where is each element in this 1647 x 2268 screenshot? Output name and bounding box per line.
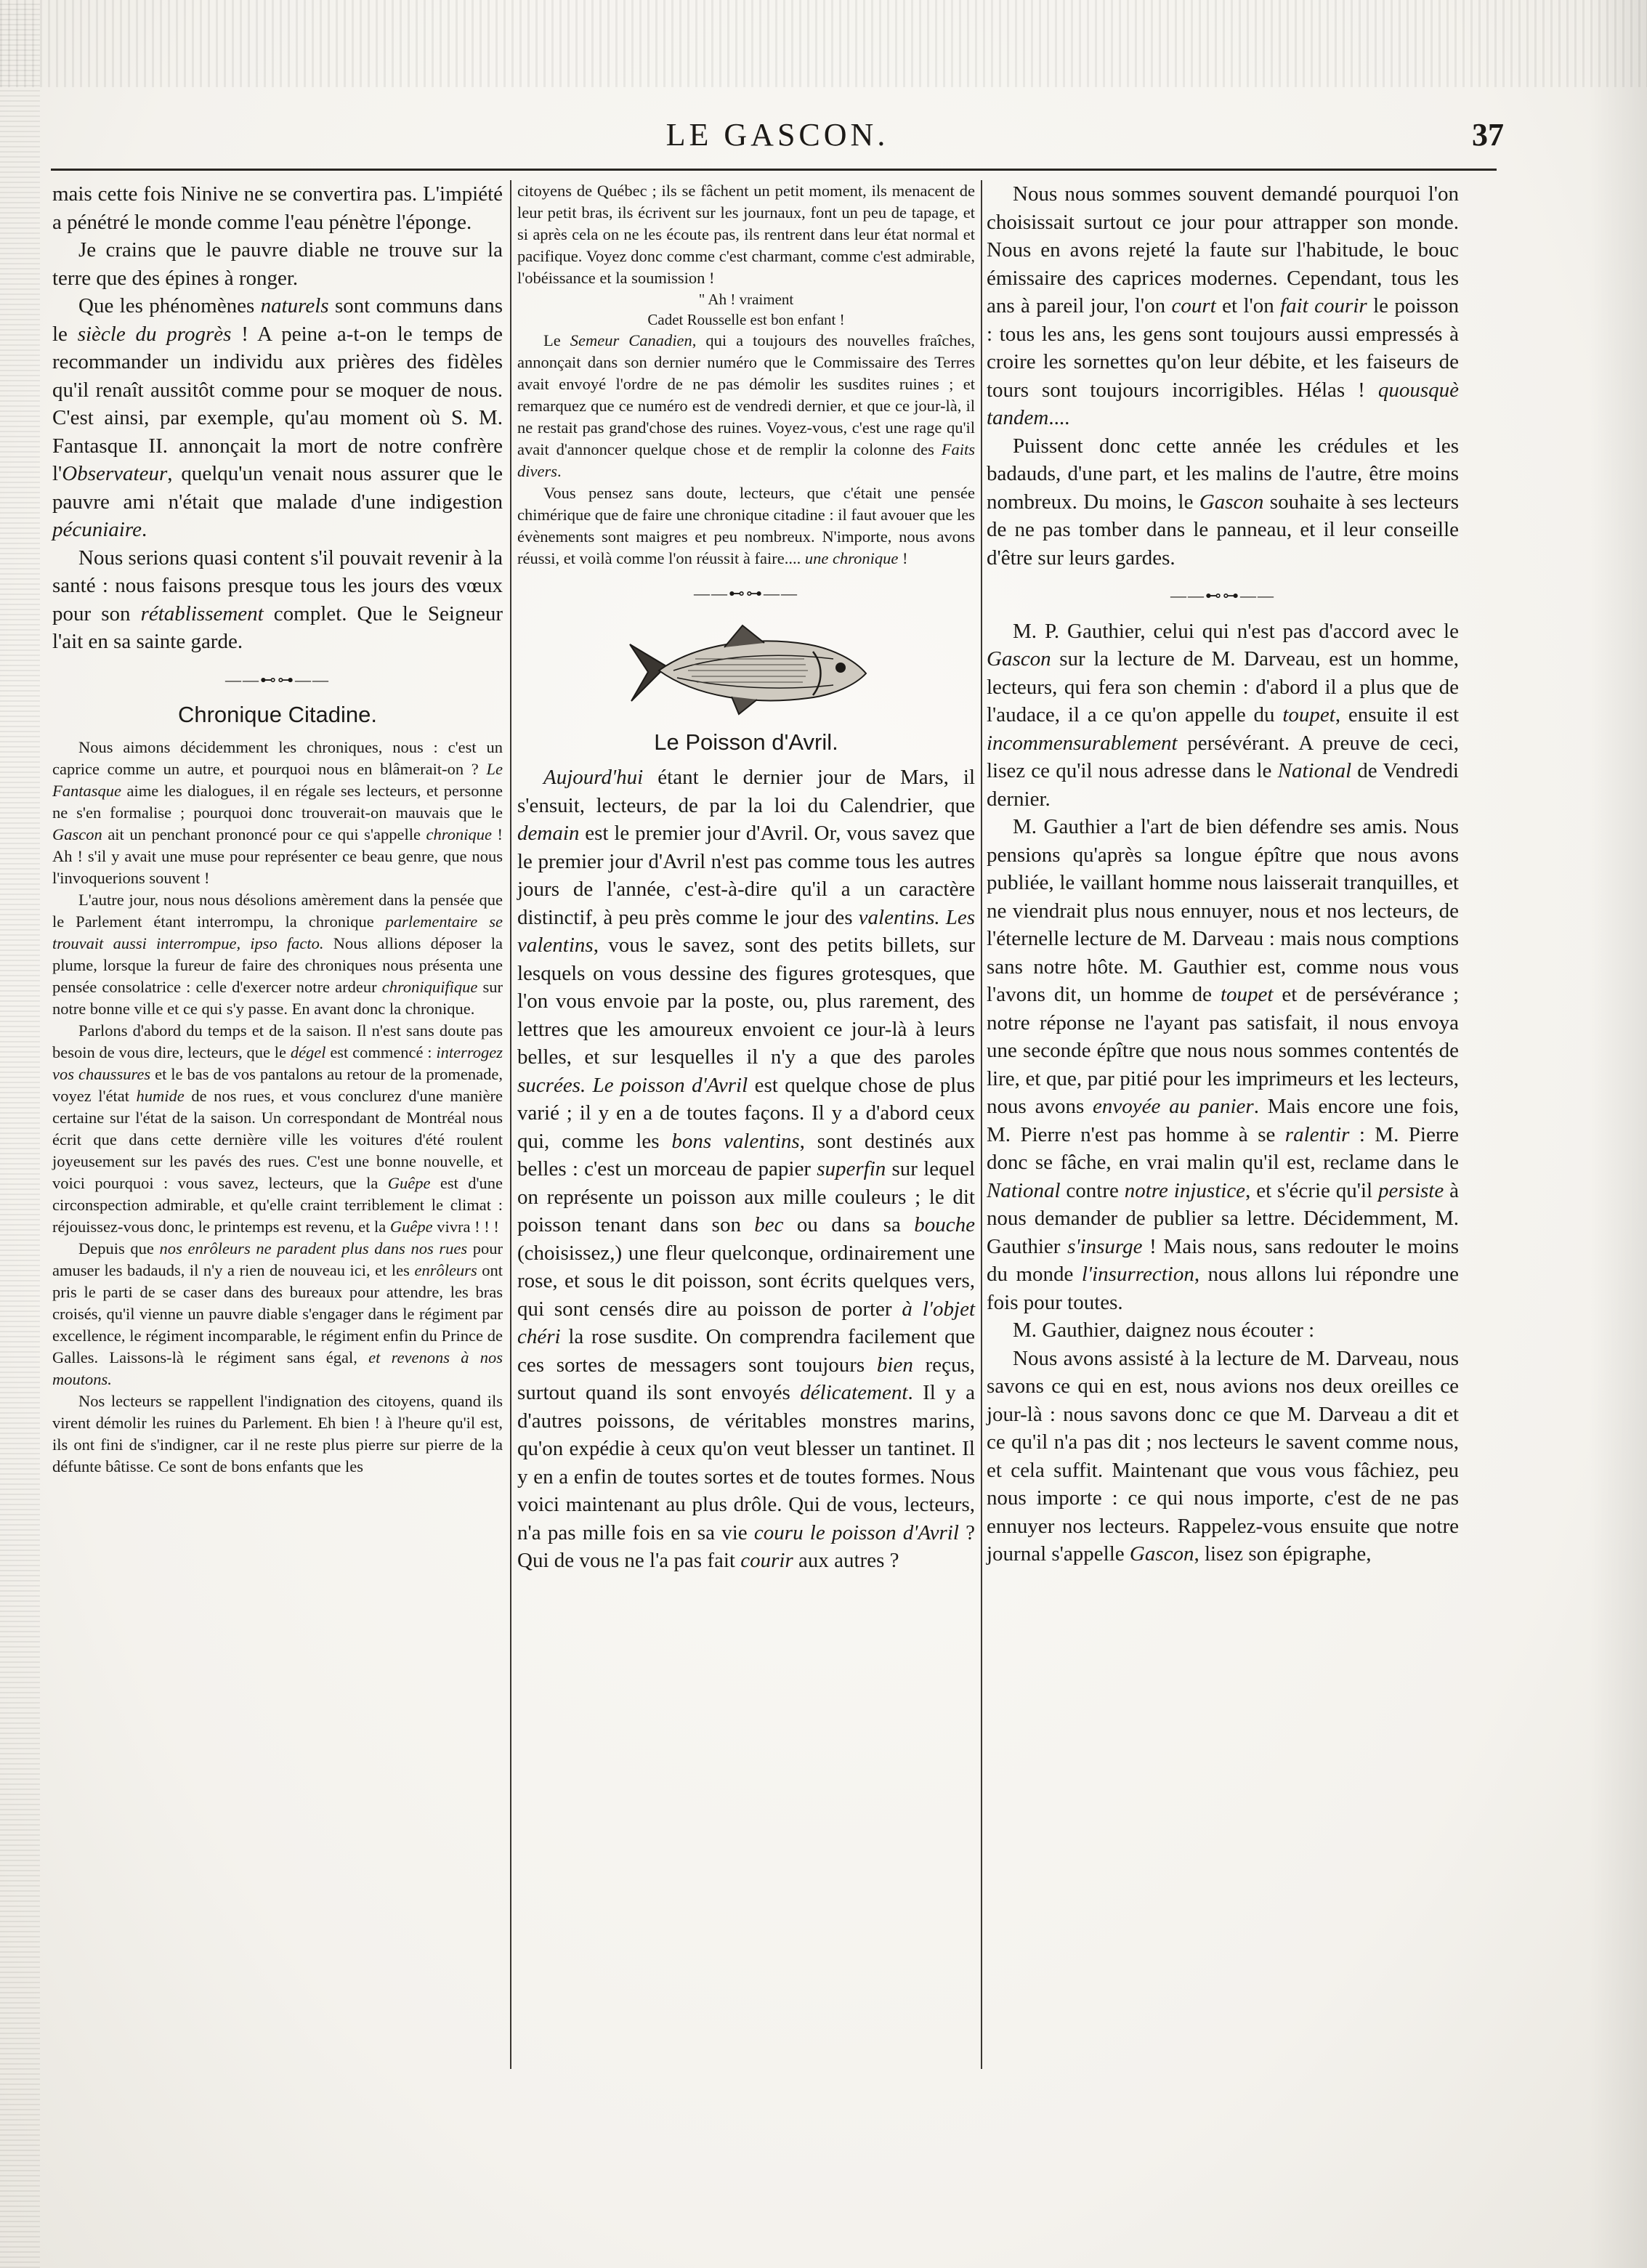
- column-middle: [517, 180, 975, 2069]
- paragraph: citoyens de Québec ; ils se fâchent un petit moment, ils menacent de leur petit bras, ils écrivent sur les journaux, font un peu de tapage, et si après cela on ne les écoute pas, ils rentrent dans leur état normal et pacifique. Voyez donc comme c'est charmant, comme c'est admirable, l'obéissance et la soumission !: [517, 182, 975, 287]
- column-divider: [981, 180, 982, 2069]
- paragraph: Nous aimons décidemment les chroniques, nous : c'est un caprice comme un autre, et pourquoi nous en blâmerait-on ? Le Fantasque aime les dialogues, il en régale ses lecteurs, et personne ne s'en formalise ; pourquoi donc trouverait-on mauvais que le Gascon ait un penchant prononcé pour ce qui s'appelle chronique ! Ah ! s'il y avait une muse pour représenter ce beau genre, que nous l'invoquerions souvent !: [52, 737, 503, 887]
- page-number: 37: [1472, 117, 1504, 153]
- section-heading: Le Poisson d'Avril.: [654, 729, 838, 755]
- column-left: [52, 180, 503, 2069]
- newspaper-title: LE GASCON.: [665, 117, 889, 153]
- page-header: [51, 116, 1504, 167]
- paragraph: Nous avons assisté à la lecture de M. Darveau, nous savons ce qui en est, nous avions nos deux oreilles ce jour-là : nous savons donc ce que M. Darveau a dit et ce qu'il n'a pas dit ; nos lecteurs le savent comme nous, et cela suffit. Maintenant que vous vous fâchiez, peu nous importe : ce qui nous importe, c'est de ne pas ennuyer nos lecteurs. Rappelez-vous ensuite que notre journal s'appelle Gascon, lisez son épigraphe,: [987, 1346, 1459, 1566]
- paragraph: Depuis que nos enrôleurs ne paradent plus dans nos rues pour amuser les badauds, il n'y a rien de nouveau ici, et les enrôleurs ont pris le parti de se caser dans des bureaux pour attendre, les bras croisés, qu'il vienne un pauvre diable s'engager dans le régiment par excellence, le régiment incomparable, le régiment enfin du Prince de Galles. Laissons-là le régiment sans égal, et revenons à nos moutons.: [52, 1239, 503, 1388]
- paragraph: M. Gauthier a l'art de bien défendre ses amis. Nous pensions qu'après sa longue épître que nous avons publiée, le vaillant homme nous laisserait tranquilles, et ne viendrait plus nous ennuyer, nous et nos lecteurs, de l'éternelle lecture de M. Darveau : mais nous comptions sans notre hôte. M. Gauthier est, comme nous vous l'avons dit, un homme de toupet et de persévérance ; notre réponse ne l'ayant pas satisfait, il nous envoya une seconde épître que nous nous sommes contentés de lire, et que, par pitié pour les imprimeurs et les lecteurs, nous avons envoyée au panier. Mais encore une fois, M. Pierre n'est pas homme à se ralentir : M. Pierre donc se fâche, en vrai malin qu'il est, reclame dans le National contre notre injustice, et s'écrie qu'il persiste à nous demander de publier sa lettre. Décidemment, M. Gauthier s'insurge ! Mais nous, sans redouter le moins du monde l'insurrection, nous allons lui répondre une fois pour toutes.: [987, 815, 1459, 1314]
- section-separator: ——⊷⊶——: [1170, 586, 1275, 604]
- paper-shadow-right: [1589, 0, 1647, 2268]
- paper-texture-left: [0, 0, 40, 2268]
- section-separator: ——⊷⊶——: [225, 670, 330, 689]
- paragraph: Le Semeur Canadien, qui a toujours des nouvelles fraîches, annonçait dans son dernier numéro que le Commissaire des Terres avait envoyé l'ordre de ne pas démolir les susdites ruines ; et remarquez que ce numéro est de vendredi dernier, et que ce jour-là, il ne restait pas grand'chose des ruines. Voyez-vous, c'est une rage qu'il avait d'annoncer quelque chose et de remplir la colonne des Faits divers.: [517, 331, 975, 480]
- paragraph: Vous pensez sans doute, lecteurs, que c'était une pensée chimérique que de faire une chronique citadine : il faut avouer que les évènements sont maigres et peu nombreux. N'importe, nous avons réussi, et voilà comme l'on réussit à faire.... une chronique !: [517, 484, 975, 567]
- paragraph: Je crains que le pauvre diable ne trouve sur la terre que des épines à ronger.: [52, 238, 503, 290]
- paragraph: L'autre jour, nous nous désolions amèrement dans la pensée que le Parlement étant interrompu, la chronique parlementaire se trouvait aussi interrompue, ipso facto. Nous allions déposer la plume, lorsque la fureur de faire des chroniques nous présenta une pensée consolatrice : celle d'exercer notre ardeur chroniquifique sur notre bonne ville et ce qui s'y passe. En avant donc la chronique.: [52, 890, 503, 1018]
- quote-line: Cadet Rousselle est bon enfant !: [647, 311, 845, 328]
- section-heading: Chronique Citadine.: [177, 702, 377, 727]
- paragraph: Puissent donc cette année les crédules et les badauds, d'une part, et les malins de l'autre, être moins nombreux. Du moins, le Gascon souhaite à ses lecteurs de ne pas tomber dans le panneau, et il leur conseille d'être sur leurs gardes.: [987, 434, 1459, 570]
- paragraph: mais cette fois Ninive ne se convertira pas. L'impiété a pénétré le monde comme l'eau pénètre l'éponge.: [52, 182, 503, 234]
- paragraph: Parlons d'abord du temps et de la saison. Il n'est sans doute pas besoin de vous dire, lecteurs, que le dégel est commencé : interrogez vos chaussures et le bas de vos pantalons au retour de la promenade, voyez l'état humide de nos rues, et vous conclurez d'une manière certaine sur l'état de la saison. Un correspondant de Montréal nous écrit que dans cette dernière ville les voitures d'été roulent joyeusement sur les pavés des rues. C'est une bonne nouvelle, et voici pourquoi : vous savez, lecteurs, que la Guêpe est d'une circonspection admirable, et qu'elle craint terriblement le climat : réjouissez-vous donc, le printemps est revenu, et la Guêpe vivra ! ! !: [52, 1021, 503, 1236]
- fish-illustration: [615, 615, 877, 724]
- paragraph: Aujourd'hui étant le dernier jour de Mars, il s'ensuit, lecteurs, de par la loi du Calendrier, que demain est le premier jour d'Avril. Or, vous savez que le premier jour d'Avril n'est pas comme tous les autres jours de l'année, c'est-à-dire qu'il a un caractère distinctif, à peu près comme le jour des valentins. Les valentins, vous le savez, sont des petits billets, sur lesquels on vous dessine des figures grotesques, que l'on vous envoie par la poste, ou, plus rarement, des lettres que les amoureux envoient ce jour-là à leurs belles, et sur lesquelles il n'y a que des paroles sucrées. Le poisson d'Avril est quelque chose de plus varié ; il y en a de toutes façons. Il y a d'abord ceux qui, comme les bons valentins, sont destinés aux belles : c'est un morceau de papier superfin sur lequel on représente un poisson aux mille couleurs ; le dit poisson tenant dans son bec ou dans sa bouche (choisissez,) une fleur quelconque, ordinairement une rose, et sous le dit poisson, sont écrits quelques vers, qui sont censés dire au poisson de porter à l'objet chéri la rose susdite. On comprendra facilement que ces sortes de messagers sont toujours bien reçus, surtout quand ils sont envoyés délicatement. Il y a d'autres poissons, de véritables monstres marins, qu'on expédie à ceux qu'on veut blesser un tantinet. Il y en a enfin de toutes sortes et de toutes formes. Nous voici maintenant au plus drôle. Qui de vous, lecteurs, n'a pas mille fois en sa vie couru le poisson d'Avril ? Qui de vous ne l'a pas fait courir aux autres ?: [517, 766, 976, 1572]
- paper-texture-top: [0, 0, 1647, 87]
- paragraph: M. Gauthier, daignez nous écouter :: [1013, 1319, 1315, 1342]
- quote-line: " Ah ! vraiment: [698, 291, 794, 308]
- paragraph: Nous serions quasi content s'il pouvait revenir à la santé : nous faisons presque tous les jours des vœux pour son rétablissement complet. Que le Seigneur l'ait en sa sainte garde.: [52, 546, 503, 653]
- paragraph: Nos lecteurs se rappellent l'indignation des citoyens, quand ils virent démolir les ruines du Parlement. Eh bien ! à l'heure qu'il est, ils ont fini de s'indigner, car il ne reste plus pierre sur pierre de la défunte bâtisse. Ce sont de bons enfants que les: [52, 1391, 503, 1475]
- header-rule: [51, 169, 1497, 171]
- paragraph: M. P. Gauthier, celui qui n'est pas d'accord avec le Gascon sur la lecture de M. Darveau, est un homme, lecteurs, qui fera son chemin : d'abord il a plus que de l'audace, il a ce qu'on appelle du toupet, ensuite il est incommensurablement persévérant. A preuve de ceci, lisez ce qu'il nous adresse dans le National de Vendredi dernier.: [987, 619, 1459, 811]
- column-divider: [510, 180, 511, 2069]
- paragraph: Nous nous sommes souvent demandé pourquoi l'on choisissait surtout ce jour pour attrapper son monde. Nous en avons rejeté la faute sur l'habitude, le bouc émissaire des caprices modernes. Cependant, tous les ans à pareil jour, l'on court et l'on fait courir le poisson : tous les ans, les gens sont toujours aussi empressés à croire les sornettes qu'on leur débite, et les faiseurs de tours sont toujours incorrigibles. Hélas ! quousquè tandem....: [987, 182, 1460, 429]
- paragraph: Que les phénomènes naturels sont communs dans le siècle du progrès ! A peine a-t-on le temps de recommander un individu aux prières des fidèles qu'il renaît aussitôt comme pour se moquer de nous. C'est ainsi, par exemple, qu'au moment où S. M. Fantasque II. annonçait la mort de notre confrère l'Observateur, quelqu'un venait nous assurer que le pauvre ami n'était que malade d'une indigestion pécuniaire.: [52, 294, 503, 541]
- section-separator: ——⊷⊶——: [694, 584, 798, 602]
- column-right: [987, 180, 1459, 2069]
